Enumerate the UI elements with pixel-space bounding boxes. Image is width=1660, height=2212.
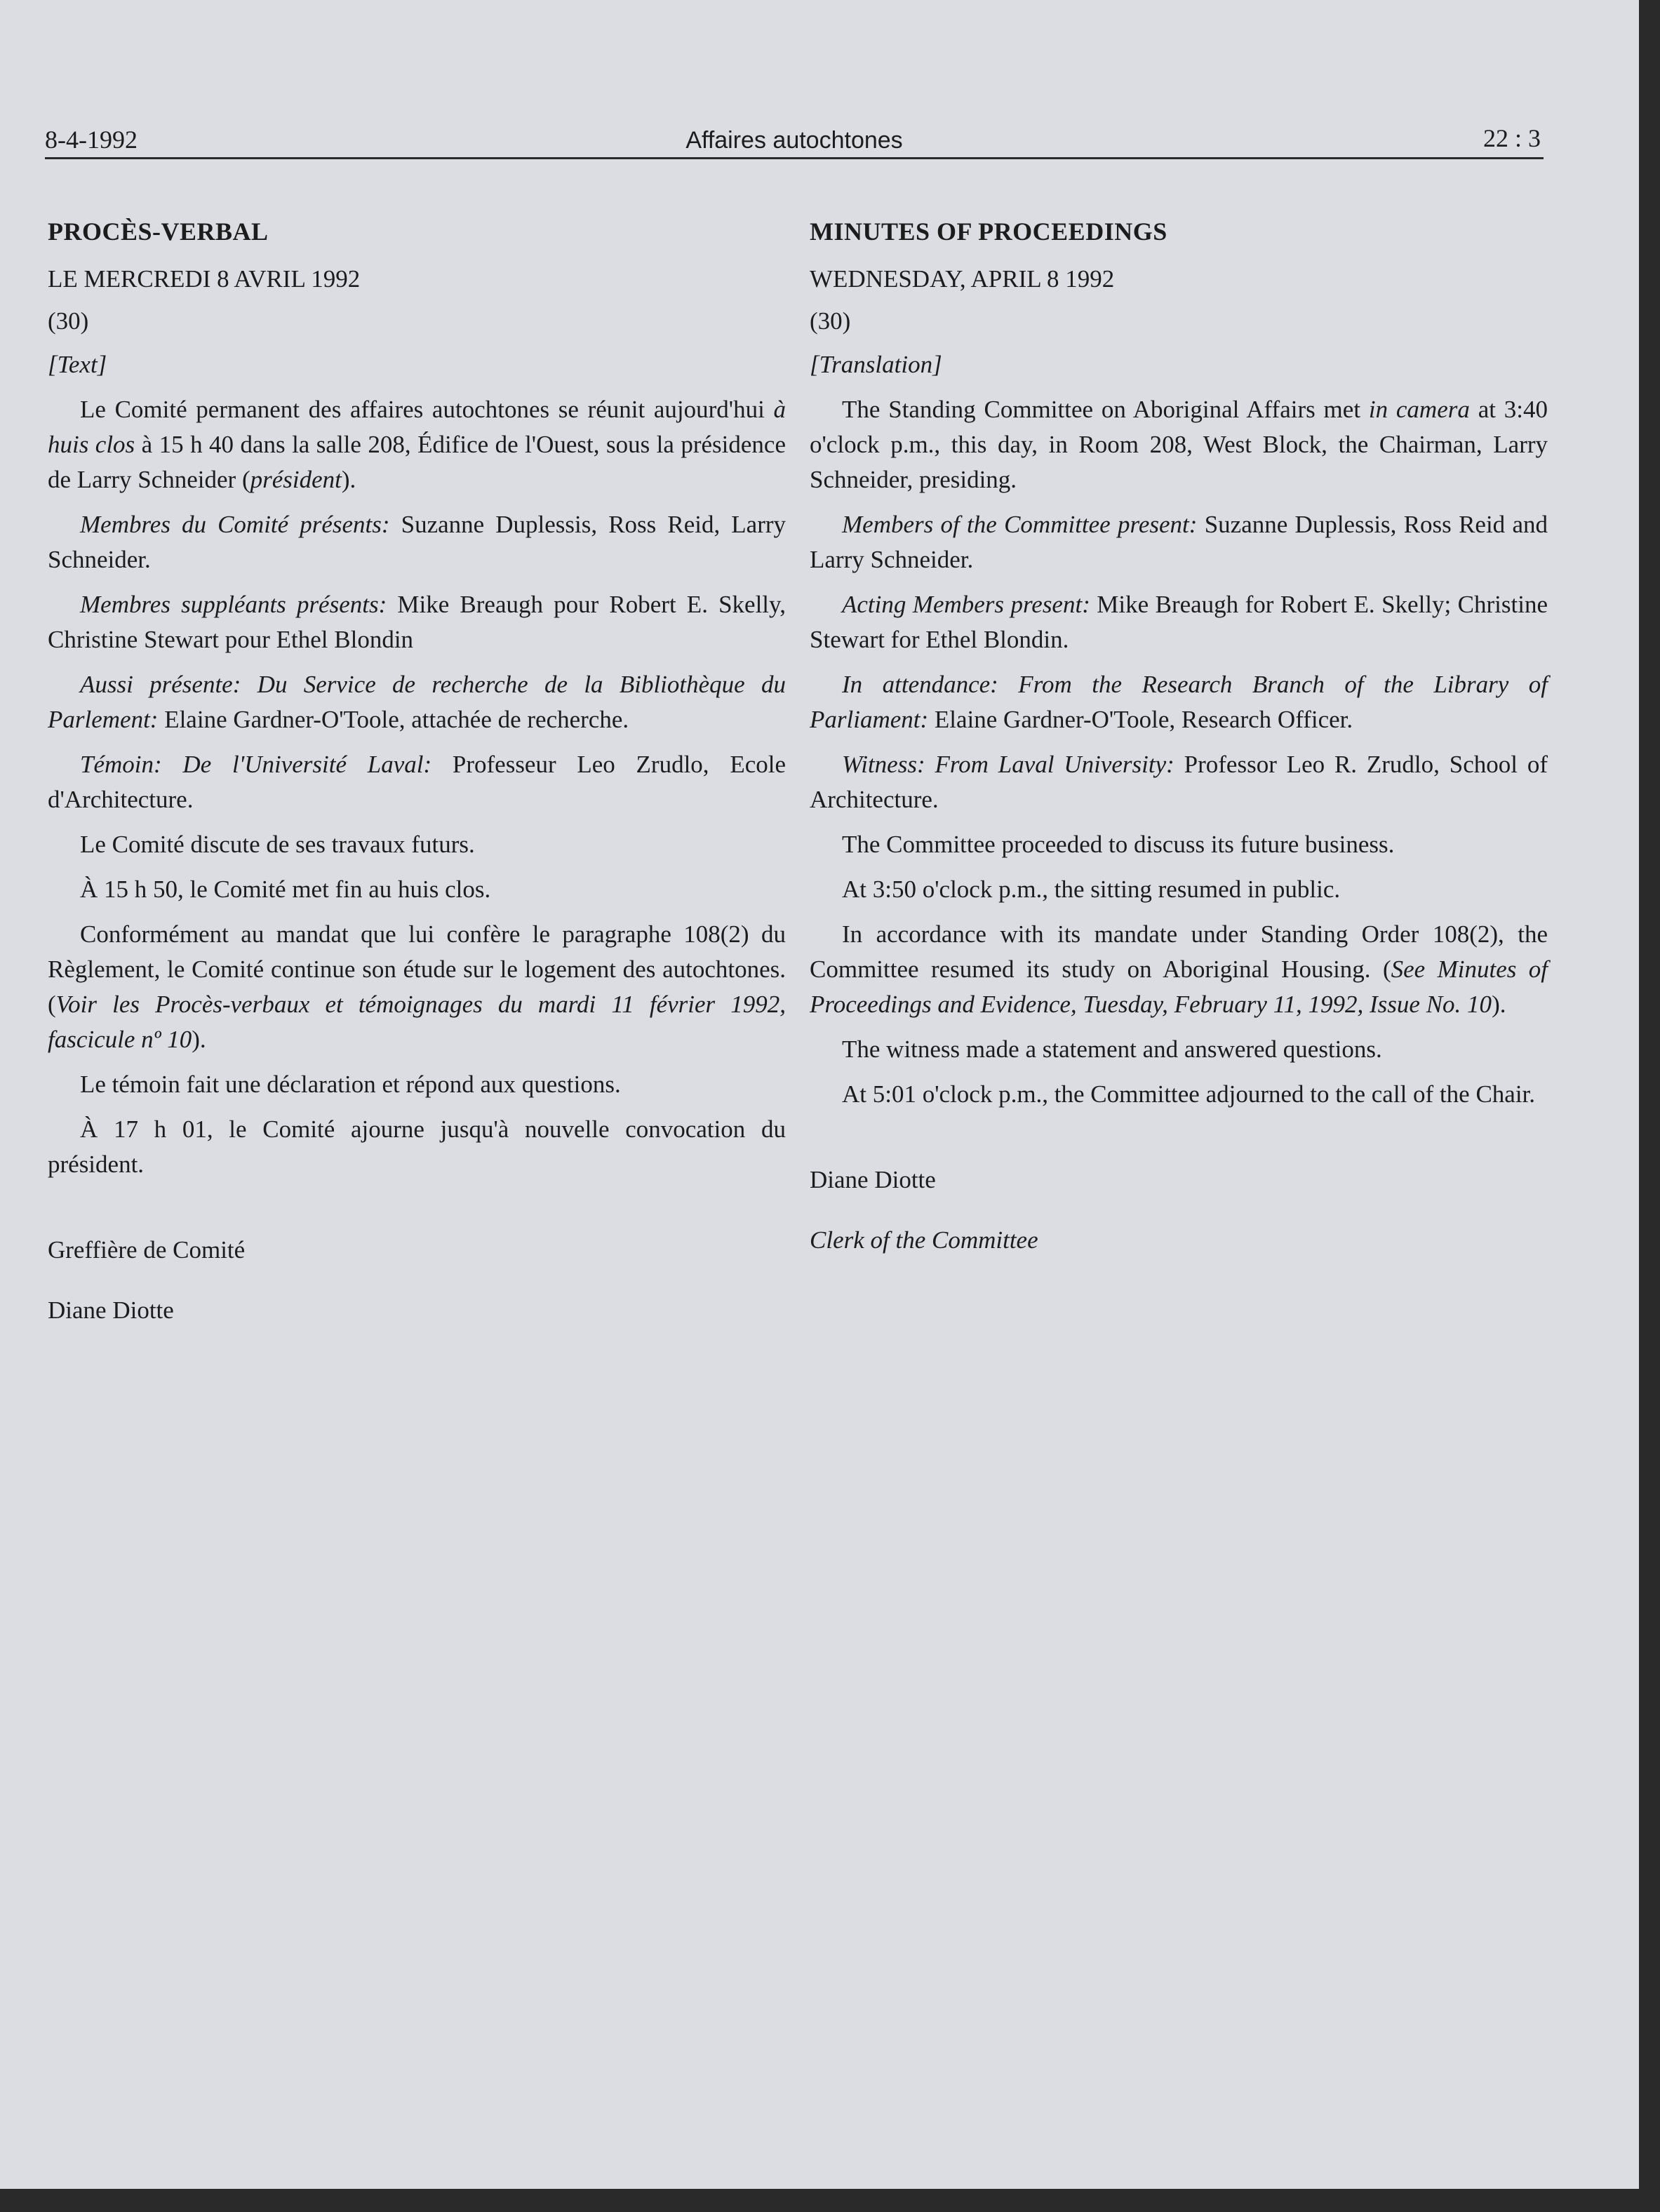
english-attendance: In attendance: From the Research Branch of the Library of Parliament: Elaine Gardner-O'Toole, Research Officer.: [810, 671, 1548, 733]
french-substitutes: Membres suppléants présents: Mike Breaugh pour Robert E. Skelly, Christine Stewart pour Ethel Blondin: [48, 591, 787, 653]
english-signature-name: Diane Diotte: [810, 1166, 936, 1193]
french-public: À 15 h 50, le Comité met fin au huis clos.: [80, 876, 491, 903]
english-statement: The witness made a statement and answered questions.: [842, 1035, 1382, 1063]
english-adjourn: At 5:01 o'clock p.m., the Committee adjourned to the call of the Chair.: [842, 1080, 1536, 1108]
english-witness: Witness: From Laval University: Professor Leo R. Zrudlo, School of Architecture.: [810, 751, 1548, 813]
running-header: [45, 118, 1544, 159]
header-date: 8-4-1992: [45, 126, 138, 154]
french-adjourn: À 17 h 01, le Comité ajourne jusqu'à nouvelle convocation du président.: [48, 1115, 786, 1178]
english-intro: The Standing Committee on Aboriginal Affairs met in camera at 3:40 o'clock p.m., this day, in Room 208, West Block, the Chairman, Larry Schneider, presiding.: [810, 396, 1548, 493]
french-date: LE MERCREDI 8 AVRIL 1992: [48, 265, 361, 293]
english-translation-tag: [Translation]: [810, 351, 942, 378]
english-members: Members of the Committee present: Suzanne Duplessis, Ross Reid and Larry Schneider.: [810, 511, 1548, 573]
french-witness: Témoin: De l'Université Laval: Professeur Leo Zrudlo, Ecole d'Architecture.: [48, 751, 786, 813]
english-mandate: In accordance with its mandate under Standing Order 108(2), the Committee resumed its study on Aboriginal Housing. (See Minutes of Proceedings and Evidence, Tuesday, February 11, 1992, Issue No. 10).: [810, 920, 1548, 1018]
french-text-tag: [Text]: [48, 351, 107, 378]
french-business: Le Comité discute de ses travaux futurs.: [80, 831, 475, 858]
french-intro: Le Comité permanent des affaires autochtones se réunit aujourd'hui à huis clos à 15 h 40 dans la salle 208, Édifice de l'Ouest, sous la présidence de Larry Schneider (président).: [48, 396, 787, 493]
french-number: (30): [48, 307, 89, 335]
english-number: (30): [810, 307, 851, 335]
header-title: Affaires autochtones: [685, 127, 903, 154]
english-business: The Committee proceeded to discuss its future business.: [842, 831, 1395, 858]
french-members: Membres du Comité présents: Suzanne Duplessis, Ross Reid, Larry Schneider.: [48, 511, 786, 573]
header-page-number: 22 : 3: [1482, 124, 1541, 152]
french-attendance: Aussi présente: Du Service de recherche de la Bibliothèque du Parlement: Elaine Gardner-O'Toole, attachée de recherche.: [48, 671, 786, 733]
english-signature-title: Clerk of the Committee: [810, 1226, 1038, 1254]
french-signature-name: Diane Diotte: [48, 1296, 174, 1324]
english-heading: MINUTES OF PROCEEDINGS: [810, 217, 1167, 246]
french-column: [48, 214, 786, 1338]
french-statement: Le témoin fait une déclaration et répond aux questions.: [80, 1071, 621, 1098]
english-public: At 3:50 o'clock p.m., the sitting resumed in public.: [842, 876, 1341, 903]
english-substitutes: Acting Members present: Mike Breaugh for Robert E. Skelly; Christine Stewart for Ethel Blondin.: [810, 591, 1548, 653]
french-signature-title: Greffière de Comité: [48, 1236, 246, 1263]
english-date: WEDNESDAY, APRIL 8 1992: [810, 265, 1115, 293]
french-mandate: Conformément au mandat que lui confère le paragraphe 108(2) du Règlement, le Comité continue son étude sur le logement des autochtones. (Voir les Procès-verbaux et témoignages du mardi 11 février 1992, fascicule nº 10).: [48, 920, 786, 1053]
french-heading: PROCÈS-VERBAL: [48, 217, 269, 246]
english-column: [810, 214, 1548, 1268]
